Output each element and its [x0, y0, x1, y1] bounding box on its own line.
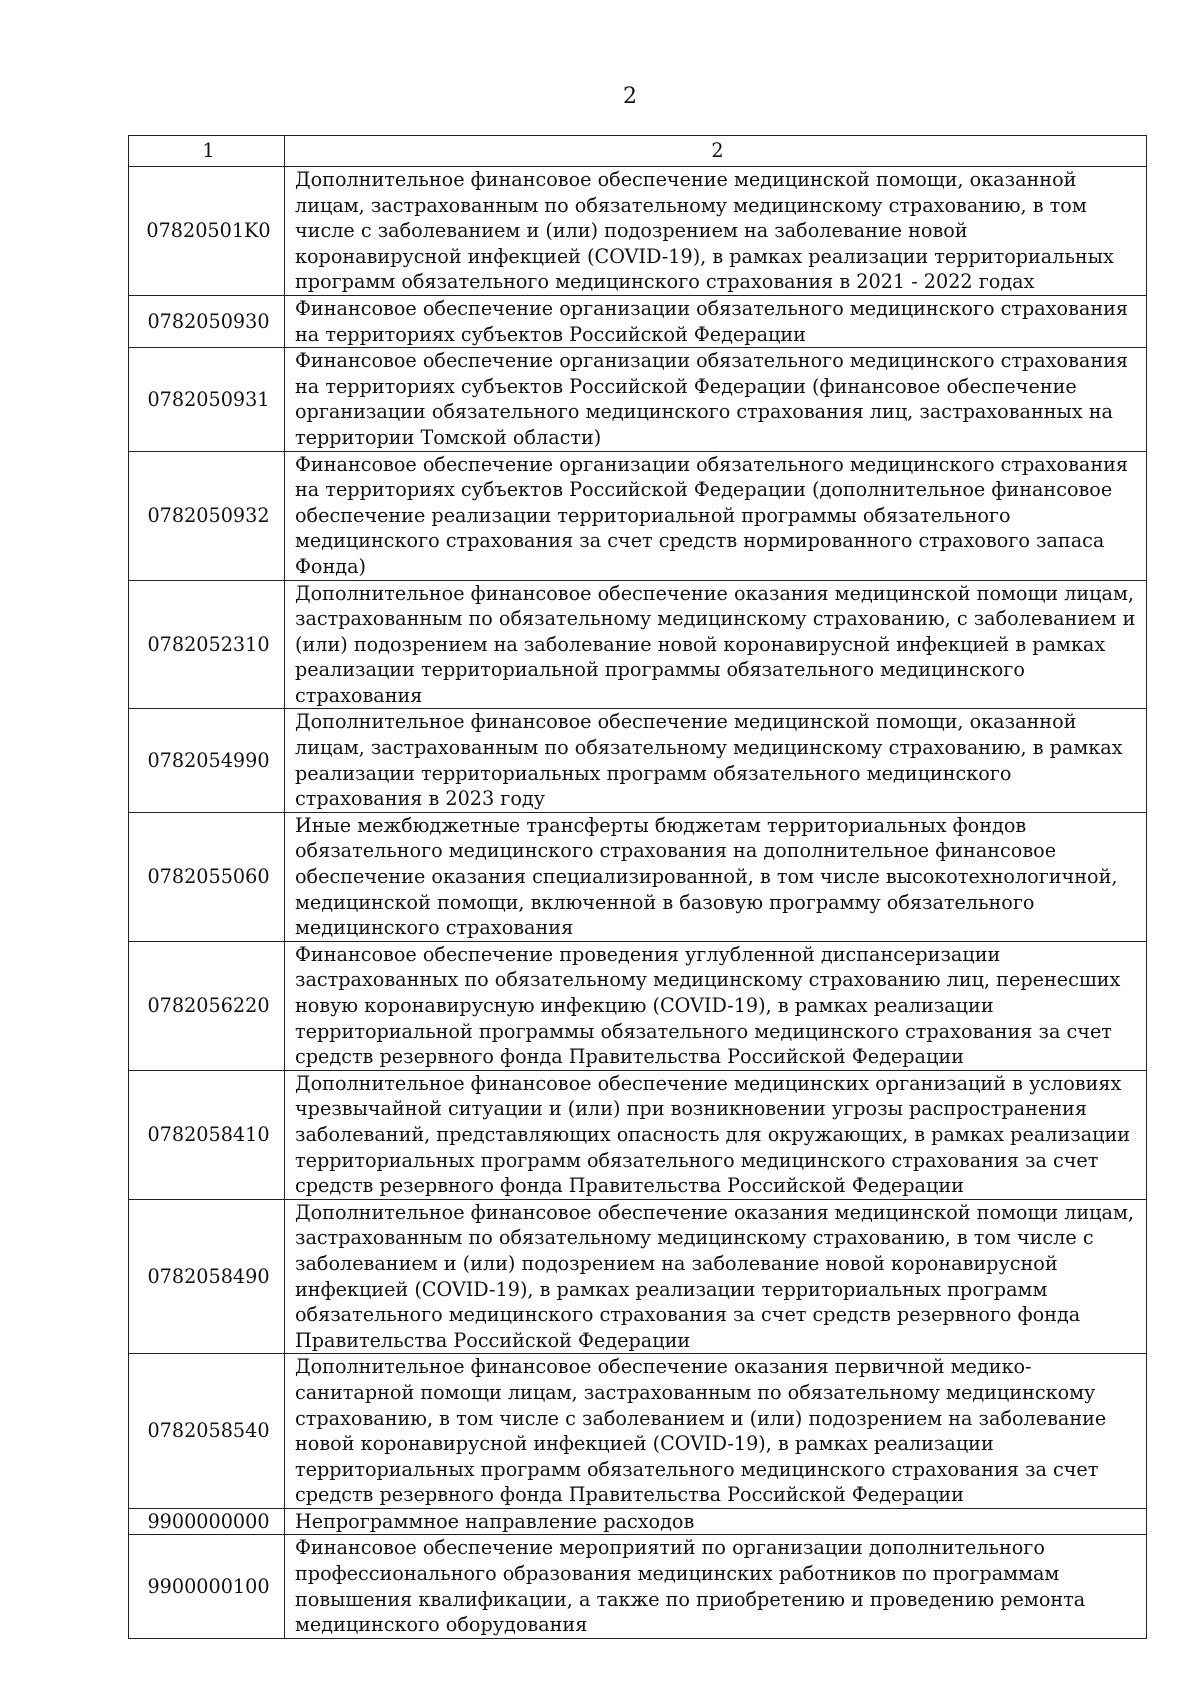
- row-code: 0782052310: [129, 580, 285, 709]
- page-number: 2: [623, 84, 637, 109]
- table-row: [129, 1199, 1147, 1354]
- row-description: Дополнительное финансовое обеспечение оказания медицинской помощи лицам, застрахованным по обязательному медицинскому страхованию, с заболеванием и (или) подозрением на заболевание новой коронавирусной инфекцией в рамках реализации территориальной программы обязательного медицинского страхования: [285, 580, 1147, 709]
- row-code: 9900000100: [129, 1535, 285, 1638]
- table-row: [129, 1508, 1147, 1535]
- row-description: Дополнительное финансовое обеспечение медицинской помощи, оказанной лицам, застрахованным по обязательному медицинскому страхованию, в том числе с заболеванием и (или) подозрением на заболевание новой коронавирусной инфекцией (COVID-19), в рамках реализации территориальных программ обязательного медицинского страхования в 2021 - 2022 годах: [285, 167, 1147, 296]
- table-row: [129, 1535, 1147, 1638]
- table-row: [129, 348, 1147, 451]
- row-description: Дополнительное финансовое обеспечение медицинских организаций в условиях чрезвычайной ситуации и (или) при возникновении угрозы распространения заболеваний, представляющих опасность для окружающих, в рамках реализации территориальных программ обязательного медицинского страхования за счет средств резервного фонда Правительства Российской Федерации: [285, 1070, 1147, 1199]
- column-header-description: 2: [285, 136, 1147, 167]
- budget-codes-table: [128, 135, 1147, 1639]
- table-row: [129, 295, 1147, 347]
- table-row: [129, 709, 1147, 812]
- table-row: [129, 167, 1147, 296]
- row-code: 0782054990: [129, 709, 285, 812]
- column-header-code: 1: [129, 136, 285, 167]
- table-row: [129, 580, 1147, 709]
- row-code: 0782050931: [129, 348, 285, 451]
- table-row: [129, 941, 1147, 1070]
- table-row: [129, 1070, 1147, 1199]
- row-code: 0782056220: [129, 941, 285, 1070]
- row-code: 0782058410: [129, 1070, 285, 1199]
- row-description: Дополнительное финансовое обеспечение оказания медицинской помощи лицам, застрахованным по обязательному медицинскому страхованию, в том числе с заболеванием и (или) подозрением на заболевание новой коронавирусной инфекцией (COVID-19), в рамках реализации территориальных программ обязательного медицинского страхования за счет средств резервного фонда Правительства Российской Федерации: [285, 1199, 1147, 1354]
- row-description: Иные межбюджетные трансферты бюджетам территориальных фондов обязательного медицинского страхования на дополнительное финансовое обеспечение оказания специализированной, в том числе высокотехнологичной, медицинской помощи, включенной в базовую программу обязательного медицинского страхования: [285, 812, 1147, 941]
- table-row: [129, 812, 1147, 941]
- row-description: Финансовое обеспечение организации обязательного медицинского страхования на территориях субъектов Российской Федерации (дополнительное финансовое обеспечение реализации территориальной программы обязательного медицинского страхования за счет средств нормированного страхового запаса Фонда): [285, 451, 1147, 580]
- row-description: Финансовое обеспечение организации обязательного медицинского страхования на территориях субъектов Российской Федерации: [285, 295, 1147, 347]
- row-description: Непрограммное направление расходов: [285, 1508, 1147, 1535]
- row-code: 0782058490: [129, 1199, 285, 1354]
- row-code: 9900000000: [129, 1508, 285, 1535]
- row-description: Дополнительное финансовое обеспечение медицинской помощи, оказанной лицам, застрахованным по обязательному медицинскому страхованию, в рамках реализации территориальных программ обязательного медицинского страхования в 2023 году: [285, 709, 1147, 812]
- row-code: 0782050930: [129, 295, 285, 347]
- table-row: [129, 451, 1147, 580]
- table-header-row: [129, 136, 1147, 167]
- row-description: Финансовое обеспечение проведения углубленной диспансеризации застрахованных по обязательному медицинскому страхованию лиц, перенесших новую коронавирусную инфекцию (COVID-19), в рамках реализации территориальной программы обязательного медицинского страхования за счет средств резервного фонда Правительства Российской Федерации: [285, 941, 1147, 1070]
- row-code: 0782055060: [129, 812, 285, 941]
- row-description: Дополнительное финансовое обеспечение оказания первичной медико-санитарной помощи лицам, застрахованным по обязательному медицинскому страхованию, в том числе с заболеванием и (или) подозрением на заболевание новой коронавирусной инфекцией (COVID-19), в рамках реализации территориальных программ обязательного медицинского страхования за счет средств резервного фонда Правительства Российской Федерации: [285, 1354, 1147, 1509]
- row-description: Финансовое обеспечение мероприятий по организации дополнительного профессионального образования медицинских работников по программам повышения квалификации, а также по приобретению и проведению ремонта медицинского оборудования: [285, 1535, 1147, 1638]
- row-description: Финансовое обеспечение организации обязательного медицинского страхования на территориях субъектов Российской Федерации (финансовое обеспечение организации обязательного медицинского страхования лиц, застрахованных на территории Томской области): [285, 348, 1147, 451]
- row-code: 0782058540: [129, 1354, 285, 1509]
- row-code: 0782050932: [129, 451, 285, 580]
- table-row: [129, 1354, 1147, 1509]
- row-code: 07820501K0: [129, 167, 285, 296]
